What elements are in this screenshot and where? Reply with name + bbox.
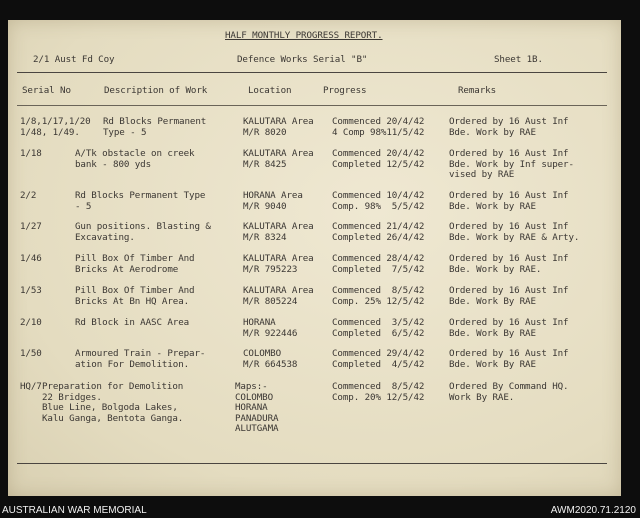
row-progress: Commenced 8/5/42 Comp. 20% 12/5/42: [332, 381, 425, 403]
column-header-remarks: Remarks: [458, 85, 497, 96]
column-header-location: Location: [248, 85, 292, 96]
row-progress: Commenced 8/5/42 Comp. 25% 12/5/42: [332, 285, 425, 307]
row-location: KALUTARA Area M/R 8425: [243, 148, 314, 170]
column-header-serial: Serial No: [22, 85, 71, 96]
row-location: KALUTARA Area M/R 8324: [243, 221, 314, 243]
row-serial: 1/18: [20, 148, 42, 159]
table-bottom-rule: [17, 463, 607, 464]
row-progress: Commenced 10/4/42 Comp. 98% 5/5/42: [332, 190, 425, 212]
row-remarks: Ordered by 16 Aust Inf Bde. Work By RAE: [449, 317, 569, 339]
row-description: Rd Block in AASC Area: [75, 317, 190, 328]
row-description: Rd Blocks Permanent Type - 5: [103, 116, 207, 138]
row-description: Pill Box Of Timber And Bricks At Bn HQ Area.: [75, 285, 195, 307]
row-progress: Commenced 29/4/42 Completed 4/5/42: [332, 348, 425, 370]
row-location: HORANA M/R 922446: [243, 317, 298, 339]
row-progress: Commenced 20/4/42 Completed 12/5/42: [332, 148, 425, 170]
row-progress: Commenced 20/4/42 4 Comp 98%11/5/42: [332, 116, 425, 138]
column-header-progress: Progress: [323, 85, 367, 96]
row-location: KALUTARA Area M/R 805224: [243, 285, 314, 307]
row-serial: 1/53: [20, 285, 42, 296]
archive-name: AUSTRALIAN WAR MEMORIAL: [2, 505, 147, 516]
row-location: HORANA Area M/R 9040: [243, 190, 303, 212]
unit-name: 2/1 Aust Fd Coy: [33, 54, 115, 65]
header-rule-top: [17, 72, 607, 73]
row-location: KALUTARA Area M/R 8020: [243, 116, 314, 138]
row-remarks: Ordered By Command HQ. Work By RAE.: [449, 381, 569, 403]
row-serial: HQ/7: [20, 381, 42, 392]
report-title: HALF MONTHLY PROGRESS REPORT.: [225, 30, 383, 41]
row-serial: 1/50: [20, 348, 42, 359]
row-serial: 2/2: [20, 190, 37, 201]
row-description: A/Tk obstacle on creek bank - 800 yds: [75, 148, 195, 170]
row-description: Preparation for Demolition 22 Bridges. Blue Line, Bolgoda Lakes, Kalu Ganga, Bentota Ganga.: [42, 381, 184, 424]
row-remarks: Ordered by 16 Aust Inf Bde. Work by RAE.: [449, 253, 569, 275]
row-remarks: Ordered by 16 Aust Inf Bde. Work By RAE: [449, 285, 569, 307]
row-serial: 1/27: [20, 221, 42, 232]
row-description: Armoured Train - Prepar- ation For Demolition.: [75, 348, 206, 370]
header-rule-bottom: [17, 105, 607, 106]
serial-designation: Defence Works Serial "B": [237, 54, 368, 65]
row-progress: Commenced 3/5/42 Completed 6/5/42: [332, 317, 425, 339]
row-progress: Commenced 21/4/42 Completed 26/4/42: [332, 221, 425, 243]
row-location: KALUTARA Area M/R 795223: [243, 253, 314, 275]
column-header-description: Description of Work: [104, 85, 208, 96]
row-location: COLOMBO M/R 664538: [243, 348, 298, 370]
row-description: Pill Box Of Timber And Bricks At Aerodrome: [75, 253, 195, 275]
archive-footer: [0, 503, 640, 518]
row-progress: Commenced 28/4/42 Completed 7/5/42: [332, 253, 425, 275]
row-remarks: Ordered by 16 Aust Inf Bde. Work By RAE: [449, 348, 569, 370]
row-remarks: Ordered by 16 Aust Inf Bde. Work by RAE: [449, 190, 569, 212]
row-remarks: Ordered by 16 Aust Inf Bde. Work by Inf super- vised by RAE: [449, 148, 574, 180]
row-serial: 1/8,1/17,1/20 1/48, 1/49.: [20, 116, 91, 138]
archive-reference: AWM2020.71.2120: [550, 505, 636, 516]
row-description: Rd Blocks Permanent Type - 5: [75, 190, 206, 212]
row-serial: 1/46: [20, 253, 42, 264]
row-serial: 2/10: [20, 317, 42, 328]
sheet-number: Sheet 1B.: [494, 54, 543, 65]
row-location: Maps:- COLOMBO HORANA PANADURA ALUTGAMA: [235, 381, 279, 434]
row-description: Gun positions. Blasting & Excavating.: [75, 221, 211, 243]
row-remarks: Ordered by 16 Aust Inf Bde. Work by RAE: [449, 116, 569, 138]
row-remarks: Ordered by 16 Aust Inf Bde. Work by RAE & Arty.: [449, 221, 580, 243]
